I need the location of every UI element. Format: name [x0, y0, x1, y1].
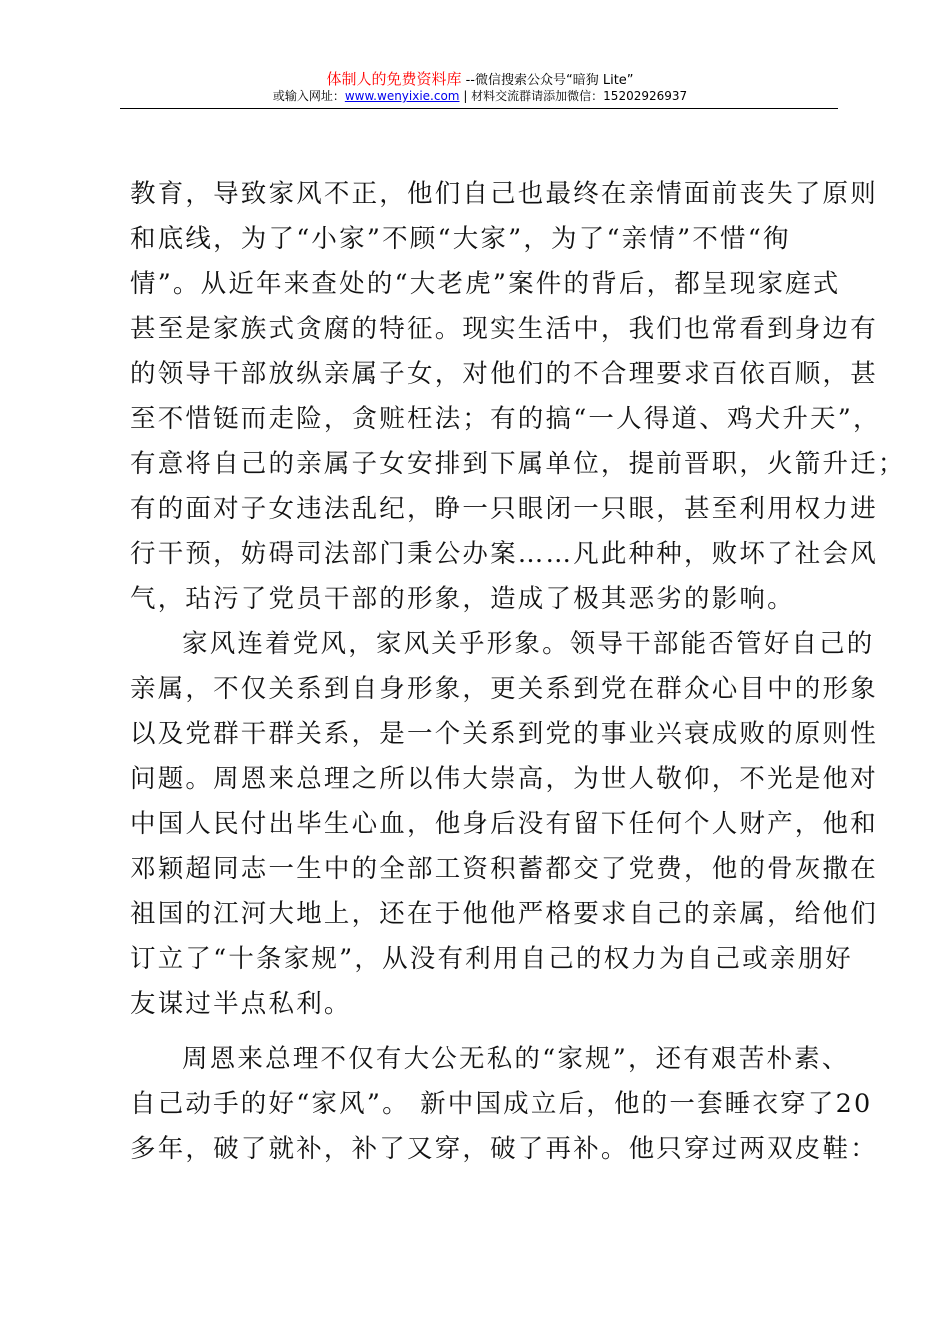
text-line: 自己动手的好“家风”。 新中国成立后，他的一套睡衣穿了20 [130, 1089, 873, 1119]
text-line: 有的面对子女违法乱纪，睁一只眼闭一只眼，甚至利用权力进 [130, 494, 878, 524]
paragraph-2 [130, 622, 878, 1027]
website-link[interactable]: www.wenyixie.com [344, 89, 460, 103]
text-line: 以及党群干群关系，是一个关系到党的事业兴衰成败的原则性 [130, 719, 878, 749]
brand-name: 体制人的免费资料库 [326, 70, 462, 88]
text-line: 祖国的江河大地上，还在于他他严格要求自己的亲属，给他们 [130, 899, 878, 929]
paragraph-1 [130, 172, 906, 622]
text-line: 问题。周恩来总理之所以伟大崇高，为世人敬仰，不光是他对 [130, 764, 878, 794]
text-line: 中国人民付出毕生心血，他身后没有留下任何个人财产，他和 [130, 809, 878, 839]
text-line: 教育，导致家风不正，他们自己也最终在亲情面前丧失了原则 [130, 179, 878, 209]
text-line: 友谋过半点私利。 [130, 989, 352, 1019]
text-line: 行干预，妨碍司法部门秉公办案……凡此种种，败坏了社会风 [130, 539, 878, 569]
url-prefix: 或输入网址： [272, 89, 345, 103]
text-line: 的领导干部放纵亲属子女，对他们的不合理要求百依百顺，甚 [130, 359, 878, 389]
header-divider [120, 108, 838, 109]
page-header [120, 70, 840, 104]
header-tagline: --微信搜索公众号“暗狗 Lite” [461, 73, 634, 88]
contact-info: | 材料交流群请添加微信：15202926937 [459, 89, 688, 103]
text-line: 气，玷污了党员干部的形象，造成了极其恶劣的影响。 [130, 584, 795, 614]
text-line: 至不惜铤而走险，贪赃枉法；有的搞“一人得道、鸡犬升天”， [130, 404, 881, 434]
text-line: 家风连着党风，家风关乎形象。领导干部能否管好自己的 [182, 629, 875, 659]
paragraph-spacing [130, 1027, 836, 1037]
text-line: 和底线，为了“小家”不顾“大家”，为了“亲情”不惜“徇 [130, 224, 791, 254]
text-line: 有意将自己的亲属子女安排到下属单位，提前晋职，火箭升迁； [130, 449, 906, 479]
paragraph-3 [130, 1037, 878, 1172]
text-line: 多年，破了就补，补了又穿，破了再补。他只穿过两双皮鞋： [130, 1134, 878, 1164]
text-line: 情”。从近年来查处的“大老虎”案件的背后，都呈现家庭式 [130, 269, 841, 299]
header-title-line [120, 70, 840, 88]
text-line: 甚至是家族式贪腐的特征。现实生活中，我们也常看到身边有 [130, 314, 878, 344]
text-line: 订立了“十条家规”，从没有利用自己的权力为自己或亲朋好 [130, 944, 853, 974]
text-line: 周恩来总理不仅有大公无私的“家规”，还有艰苦朴素、 [182, 1044, 850, 1074]
document-body [130, 172, 906, 1172]
header-contact-line [120, 88, 840, 104]
text-line: 邓颖超同志一生中的全部工资积蓄都交了党费，他的骨灰撒在 [130, 854, 878, 884]
text-line: 亲属，不仅关系到自身形象，更关系到党在群众心目中的形象 [130, 674, 878, 704]
